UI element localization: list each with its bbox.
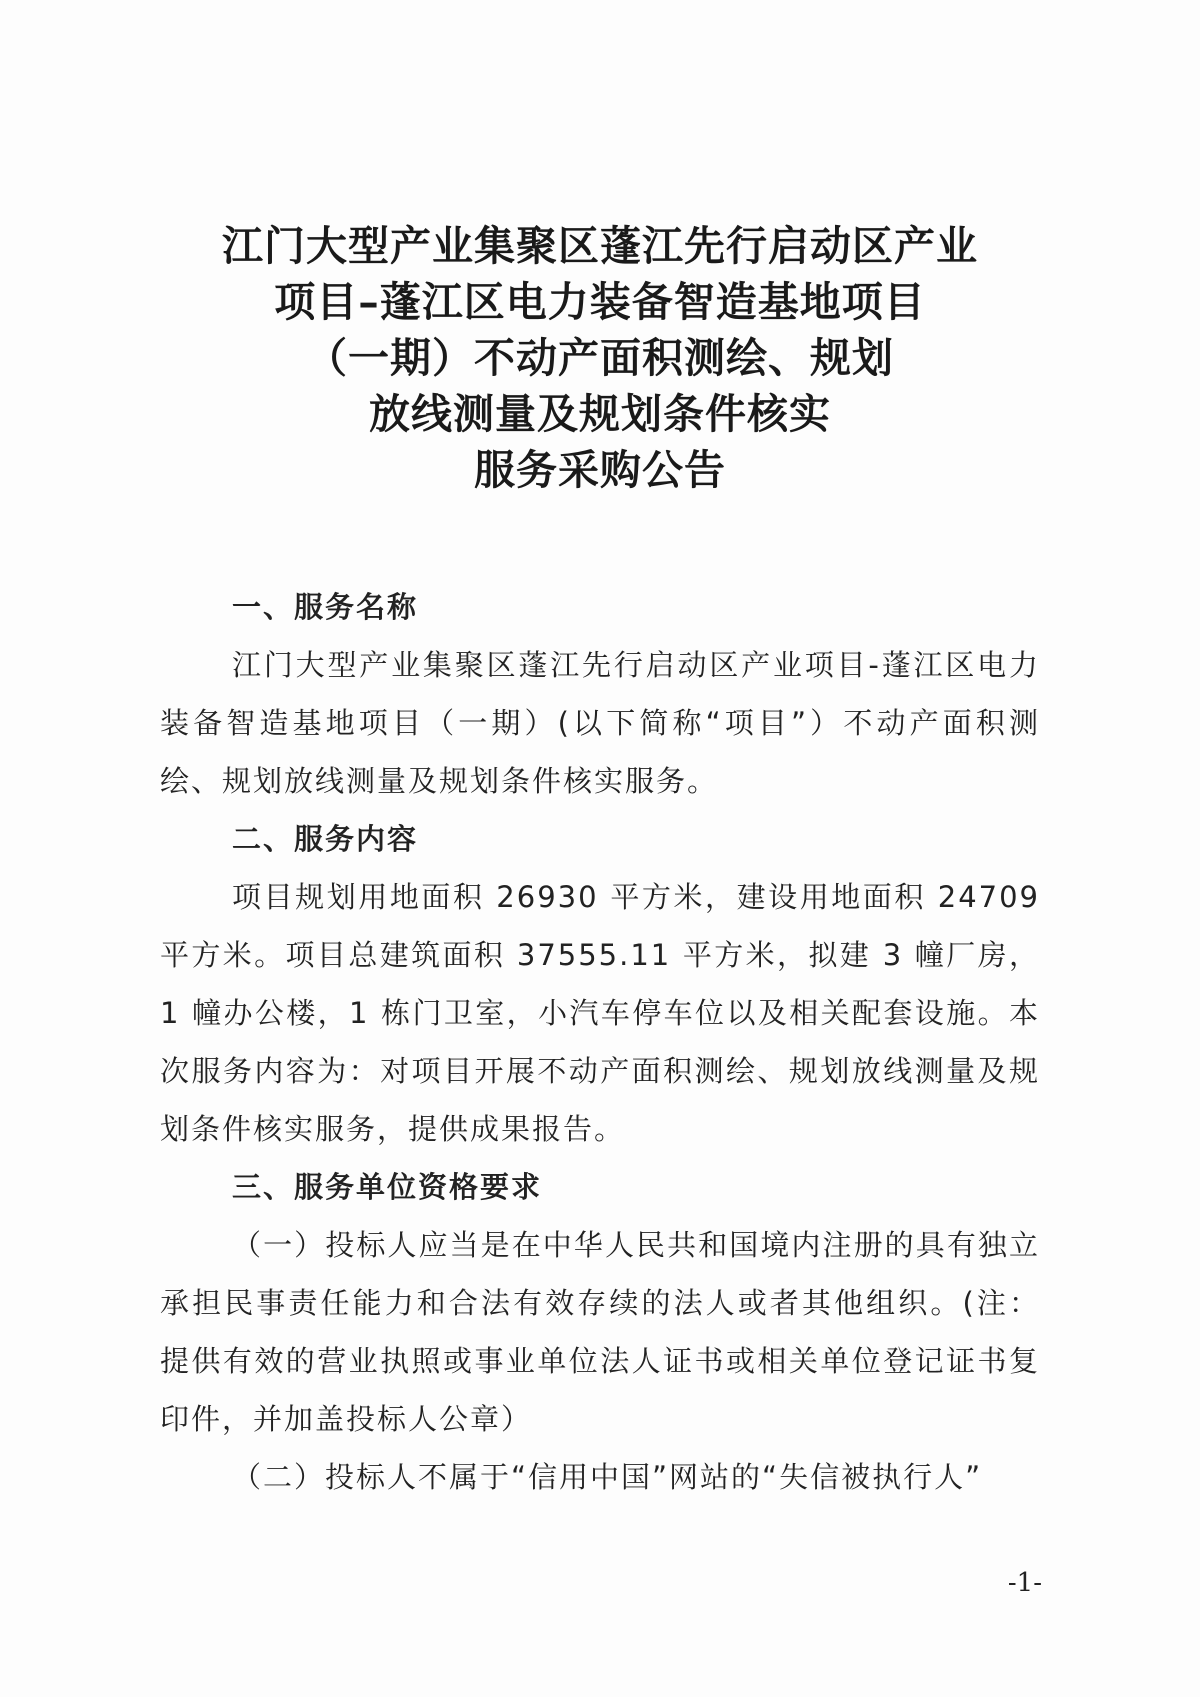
title-line-1: 江门大型产业集聚区蓬江先行启动区产业 — [222, 222, 978, 270]
section-service-content — [160, 810, 1040, 1158]
section-heading: 二、服务内容 — [232, 822, 419, 856]
section-paragraph: （二）投标人不属于“信用中国”网站的“失信被执行人” — [232, 1460, 983, 1494]
page-number: -1- — [1007, 1568, 1042, 1598]
section-qualification-requirements — [160, 1158, 1040, 1506]
section-service-name — [160, 578, 1040, 810]
title-line-3: （一期）不动产面积测绘、规划 — [306, 334, 894, 382]
section-paragraph: 项目规划用地面积 26930 平方米，建设用地面积 24709 平方米。项目总建筑面积 37555.11 平方米，拟建 3 幢厂房，1 幢办公楼，1 栋门卫室，小汽车停车位以及相关配套设施。本次服务内容为：对项目开展不动产面积测绘、规划放线测量及规划条件核实服务，提供成果报告。 — [160, 880, 1040, 1146]
section-heading: 一、服务名称 — [232, 590, 419, 624]
document-title — [0, 218, 1200, 498]
title-line-4: 放线测量及规划条件核实 — [369, 390, 831, 438]
section-paragraph: （一）投标人应当是在中华人民共和国境内注册的具有独立承担民事责任能力和合法有效存续的法人或者其他组织。(注：提供有效的营业执照或事业单位法人证书或相关单位登记证书复印件，并加盖投标人公章） — [160, 1228, 1040, 1436]
title-line-2: 项目–蓬江区电力装备智造基地项目 — [274, 278, 926, 326]
document-body — [160, 578, 1040, 1506]
section-paragraph: 江门大型产业集聚区蓬江先行启动区产业项目-蓬江区电力装备智造基地项目（一期）(以下简称“项目”）不动产面积测绘、规划放线测量及规划条件核实服务。 — [160, 648, 1040, 798]
title-line-5: 服务采购公告 — [474, 446, 726, 494]
section-heading: 三、服务单位资格要求 — [232, 1170, 543, 1204]
